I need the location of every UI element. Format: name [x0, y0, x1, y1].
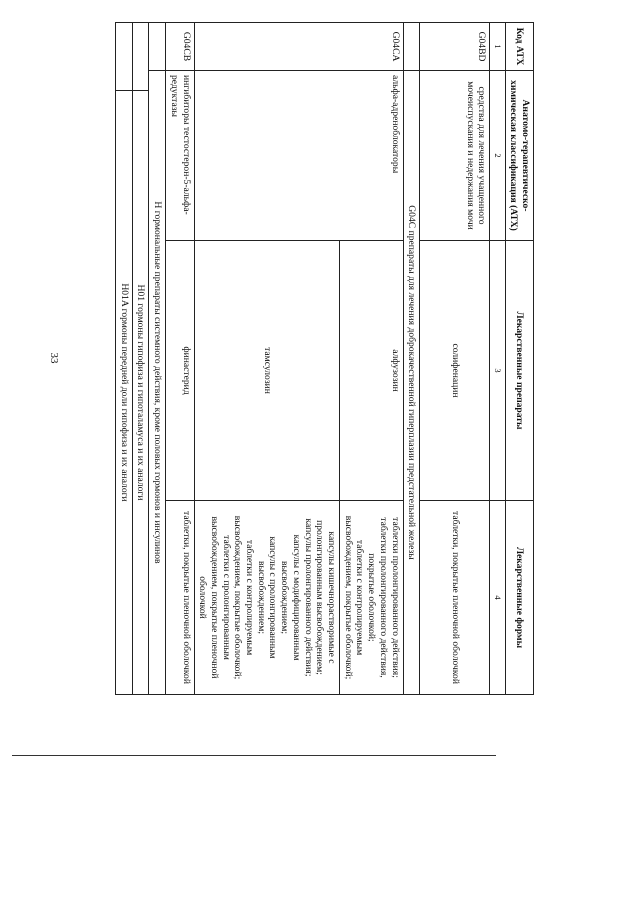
column-number: 3	[490, 241, 505, 501]
dosage-form: капсулы с пролонгированным высвобождением;	[255, 536, 279, 659]
section-title: H01A гормоны передней доли гипофиза и их аналоги	[116, 91, 133, 695]
section-row	[403, 23, 420, 695]
preparation-name: алфузозин	[340, 241, 404, 501]
page-divider	[12, 755, 496, 756]
dosage-form: таблетки, покрытые пленочной оболочкой	[420, 501, 490, 695]
header-preparation: Лекарственные препараты	[505, 241, 533, 501]
header-forms: Лекарственные формы	[505, 501, 533, 695]
dosage-form: таблетки пролонгированного действия, покрытые оболочкой;	[366, 517, 389, 678]
atc-class: средства для лечения учащенного мочеиспускания и недержания мочи	[420, 71, 490, 241]
atc-code: G04BD	[420, 23, 490, 71]
dosage-form: таблетки, покрытые пленочной оболочкой	[166, 501, 194, 695]
medicines-table	[115, 22, 534, 695]
section-title: H гормональные препараты системного действия, кроме половых гормонов и инсулинов	[149, 71, 166, 695]
section-row	[132, 23, 149, 695]
atc-class: ингибиторы тестостерон-5-альфа-редуктазы	[166, 71, 194, 241]
page-number: 33	[48, 352, 60, 364]
column-number: 4	[490, 501, 505, 695]
dosage-form: таблетки с контролируемым высвобождением, покрытые оболочкой;	[342, 515, 366, 680]
dosage-form: таблетки с пролонгированным высвобождением, покрытые пленочной оболочкой	[197, 516, 232, 679]
rotated-page-content	[72, 22, 534, 694]
preparation-name: тамсулозин	[194, 241, 339, 501]
dosage-forms	[194, 501, 339, 695]
dosage-form: таблетки пролонгированного действия;	[389, 517, 401, 678]
table-row	[166, 23, 194, 695]
dosage-form: таблетки с контролируемым высвобождением, покрытые оболочкой;	[232, 515, 256, 680]
dosage-form: капсулы с модифицированным высвобождением;	[279, 534, 302, 661]
preparation-name: финастерид	[166, 241, 194, 501]
section-title: H01 гормоны гипофиза и гипоталамуса и их аналоги	[132, 91, 149, 695]
header-code: Код АТХ	[505, 23, 533, 71]
column-number: 2	[490, 71, 505, 241]
section-row	[149, 23, 166, 695]
table-header-row	[505, 23, 533, 695]
dosage-forms	[340, 501, 404, 695]
dosage-form: капсулы кишечнорастворимые с пролонгированным высвобождением;	[314, 520, 338, 675]
column-number-row	[490, 23, 505, 695]
dosage-form: капсулы пролонгированного действия;	[302, 518, 314, 677]
section-row	[116, 23, 133, 695]
column-number: 1	[490, 23, 505, 71]
table-row	[420, 23, 490, 695]
section-title: G04C препараты для лечения доброкачественной гиперплазии предстательной железы	[403, 71, 420, 695]
atc-code: G04CB	[166, 23, 194, 71]
atc-class: альфа-адреноблокаторы	[194, 71, 403, 241]
table-row	[340, 23, 404, 695]
preparation-name: солифенацин	[420, 241, 490, 501]
atc-code: G04CA	[194, 23, 403, 71]
header-class: Анатомо-терапевтическо-химическая классификация (АТХ)	[505, 71, 533, 241]
